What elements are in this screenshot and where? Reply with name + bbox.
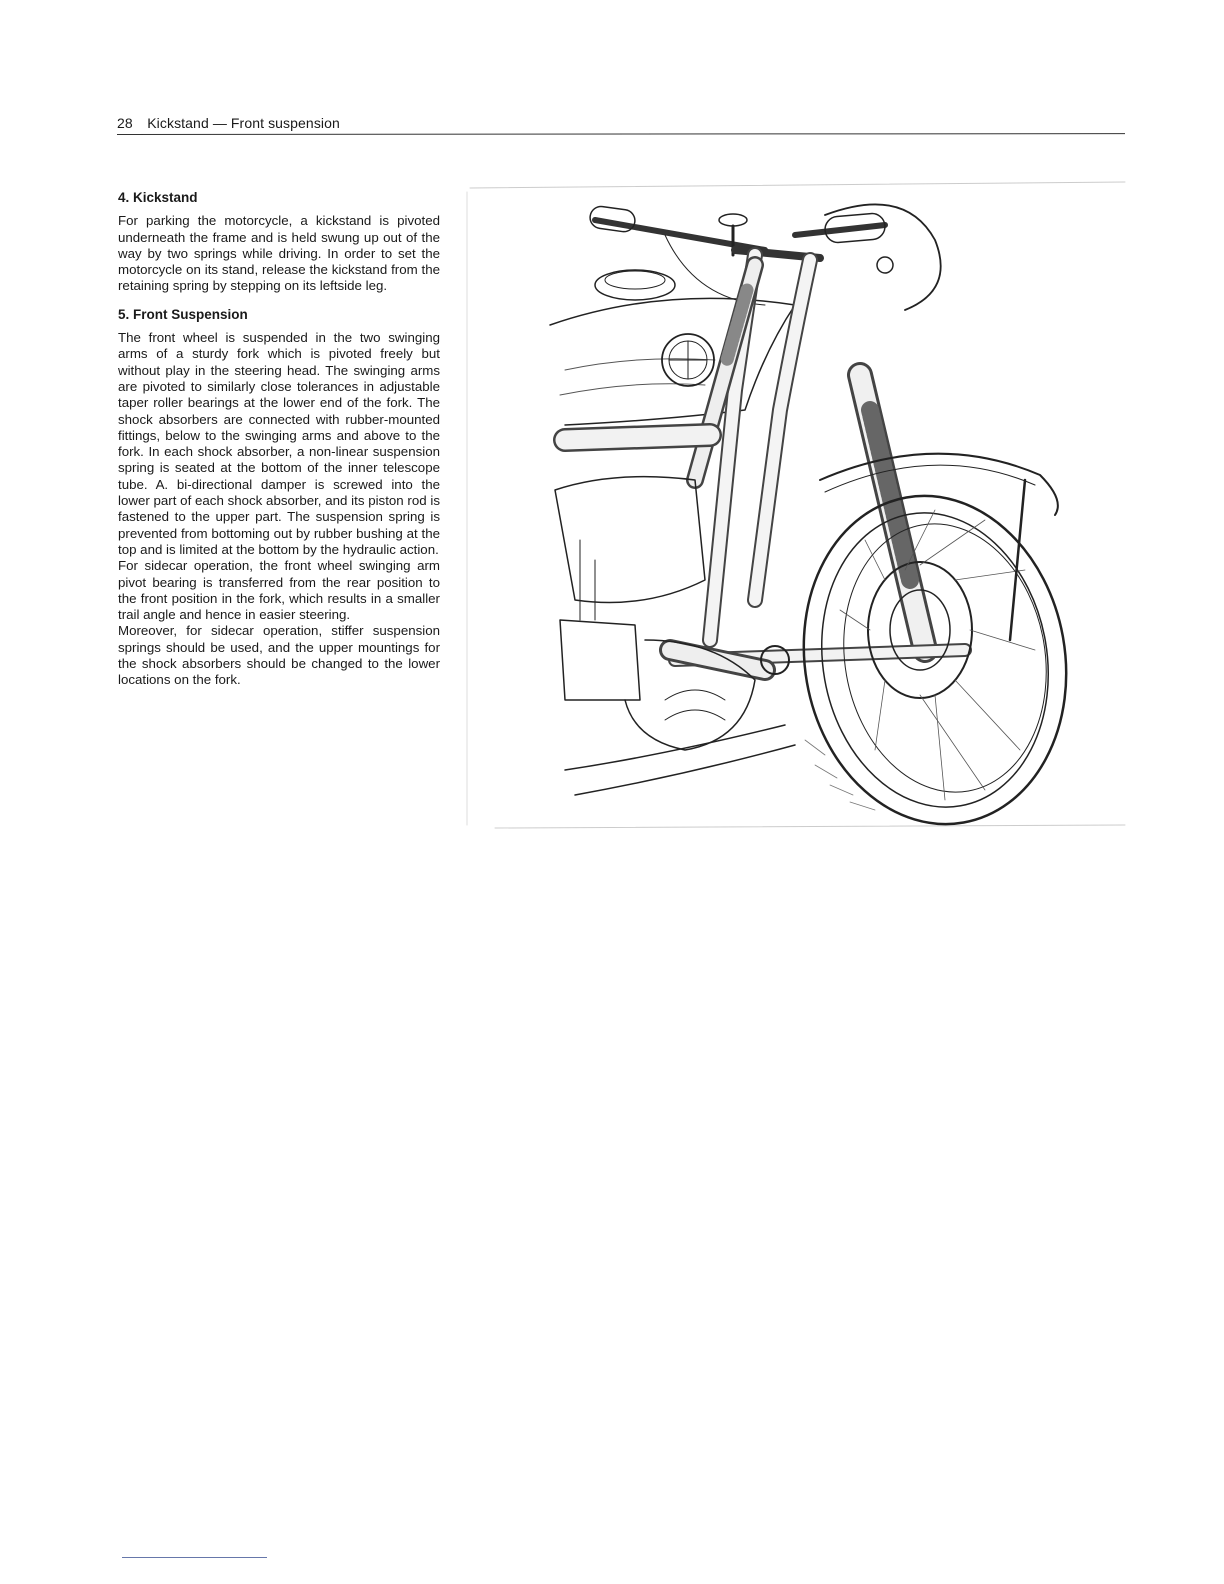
- paragraph: Moreover, for sidecar operation, stiffer suspension springs should be used, and the upper mountings for the shock absorbers should be changed to the lower locations on the fork.: [118, 623, 440, 688]
- section-heading: 5. Front Suspension: [118, 306, 248, 322]
- text-column: [118, 190, 440, 701]
- footnote-rule: [122, 1557, 267, 1558]
- page-number: 28: [117, 115, 133, 131]
- running-title: Kickstand — Front suspension: [147, 115, 340, 131]
- section-heading: 4. Kickstand: [118, 190, 198, 205]
- motorcycle-front-suspension-illustration: [465, 180, 1127, 830]
- illustration-svg: [465, 180, 1127, 830]
- paragraph: The front wheel is suspended in the two swinging arms of a sturdy fork which is pivoted freely but without play in the steering head. The swinging arms are pivoted to similarly close tolerances in adjustable taper roller bearings at the lower end of the fork. The shock absorbers are connected with rubber-mounted fittings, below to the swinging arms and above to the fork. In each shock absorber, a non-linear suspension spring is seated at the bottom of the inner telescope tube. A. bi-directional damper is screwed into the lower part of each shock absorber, and its piston rod is fastened to the upper part. The suspension spring is prevented from bottoming out by rubber bushing at the top and is limited at the bottom by the hydraulic action.: [118, 330, 440, 557]
- paragraph: For parking the motorcycle, a kickstand is pivoted underneath the frame and is held swung up out of the way by two springs while driving. In order to set the motorcycle on its stand, release the kickstand from the retaining spring by stepping on its leftside leg.: [118, 213, 440, 294]
- page-header: [117, 115, 1125, 139]
- section-front-suspension: [118, 307, 440, 689]
- section-kickstand: [118, 190, 440, 295]
- paragraph: For sidecar operation, the front wheel swinging arm pivot bearing is transferred from the rear position to the front position in the fork, which results in a smaller trail angle and hence in easier steering.: [118, 558, 440, 623]
